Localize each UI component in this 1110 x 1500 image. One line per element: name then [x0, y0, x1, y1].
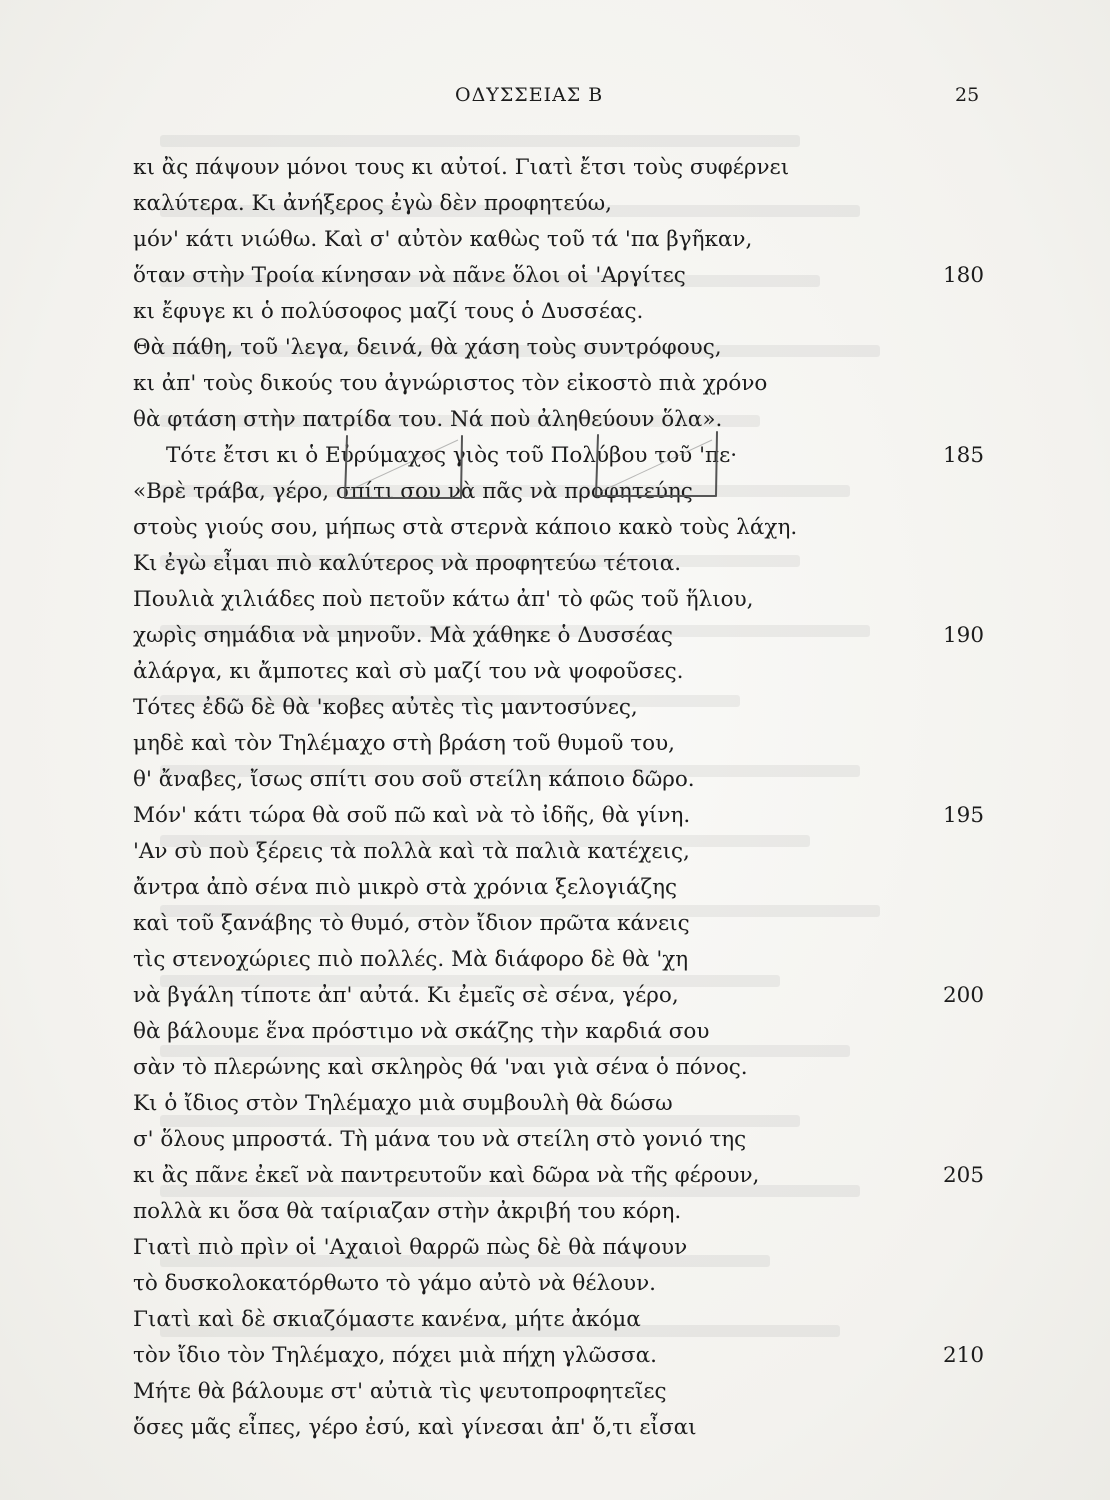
verse-block: [0, 150, 1110, 1440]
verse-line: [0, 870, 1110, 906]
verse-line: [0, 438, 1110, 474]
line-number: 190: [943, 623, 985, 648]
line-number: 195: [943, 803, 985, 828]
verse-text: Θὰ πάθη, τοῦ 'λεγα, δεινά, θὰ χάση τοὺς συντρόφους,: [133, 335, 722, 360]
verse-line: [0, 510, 1110, 546]
verse-line: [0, 654, 1110, 690]
verse-text: ἄντρα ἀπὸ σένα πιὸ μικρὸ στὰ χρόνια ξελογιάζης: [133, 875, 678, 900]
verse-line: [0, 258, 1110, 294]
verse-text: 'Αν σὺ ποὺ ξέρεις τὰ πολλὰ καὶ τὰ παλιὰ κατέχεις,: [133, 839, 690, 864]
verse-text: ἀλάργα, κι ἄμποτες καὶ σὺ μαζί του νὰ ψοφοῦσες.: [133, 659, 684, 684]
verse-text: τὶς στενοχώριες πιὸ πολλές. Μὰ διάφορο δὲ θὰ 'χη: [133, 947, 689, 972]
verse-line: [0, 474, 1110, 510]
verse-line: [0, 150, 1110, 186]
verse-text: τὸ δυσκολοκατόρθωτο τὸ γάμο αὐτὸ νὰ θέλουν.: [133, 1271, 657, 1296]
verse-text: θ' ἄναβες, ἴσως σπίτι σου σοῦ στείλη κάποιο δῶρο.: [133, 767, 695, 792]
verse-line: [0, 906, 1110, 942]
verse-text: νὰ βγάλη τίποτε ἀπ' αὐτά. Κι ἐμεῖς σὲ σένα, γέρο,: [133, 983, 679, 1008]
verse-text: ὅσες μᾶς εἶπες, γέρο ἐσύ, καὶ γίνεσαι ἀπ' ὅ,τι εἶσαι: [133, 1415, 697, 1440]
verse-line: [0, 834, 1110, 870]
verse-line: [0, 294, 1110, 330]
verse-text: πολλὰ κι ὅσα θὰ ταίριαζαν στὴν ἀκριβή του κόρη.: [133, 1199, 682, 1224]
verse-text: «Βρὲ τράβα, γέρο, σπίτι σου νὰ πᾶς νὰ προφητεύης: [133, 479, 693, 504]
verse-line: [0, 1050, 1110, 1086]
verse-text: χωρὶς σημάδια νὰ μηνοῦν. Μὰ χάθηκε ὁ Δυσσέας: [133, 623, 673, 648]
line-number: 200: [943, 983, 985, 1008]
verse-line: [0, 1086, 1110, 1122]
line-number: 205: [943, 1163, 985, 1188]
verse-text: σ' ὅλους μπροστά. Τὴ μάνα του νὰ στείλη στὸ γονιό της: [133, 1127, 747, 1152]
verse-line: [0, 402, 1110, 438]
running-head: ΟΔΥΣΣΕΙΑΣ Β: [455, 84, 604, 106]
verse-text: Γιατὶ πιὸ πρὶν οἱ 'Αχαιοὶ θαρρῶ πὼς δὲ θὰ πάψουν: [133, 1235, 688, 1260]
verse-text: κι ἂς πάψουν μόνοι τους κι αὐτοί. Γιατὶ ἔτσι τοὺς συφέρνει: [133, 155, 790, 180]
line-number: 210: [943, 1343, 985, 1368]
verse-line: [0, 1338, 1110, 1374]
verse-text: θὰ βάλουμε ἕνα πρόστιμο νὰ σκάζης τὴν καρδιά σου: [133, 1019, 710, 1044]
verse-line: [0, 1014, 1110, 1050]
verse-line: [0, 582, 1110, 618]
verse-text: Τότες ἐδῶ δὲ θὰ 'κοβες αὐτὲς τὶς μαντοσύνες,: [133, 695, 638, 720]
verse-text: μόν' κάτι νιώθω. Καὶ σ' αὐτὸν καθὼς τοῦ τά 'πα βγῆκαν,: [133, 227, 753, 252]
verse-line: [0, 942, 1110, 978]
verse-line: [0, 546, 1110, 582]
verse-line: [0, 1410, 1110, 1446]
verse-text: κι ἂς πᾶνε ἐκεῖ νὰ παντρευτοῦν καὶ δῶρα νὰ τῆς φέρουν,: [133, 1163, 760, 1188]
verse-text: Μήτε θὰ βάλουμε στ' αὐτιὰ τὶς ψευτοπροφητεῖες: [133, 1379, 667, 1404]
verse-text: κι ἀπ' τοὺς δικούς του ἀγνώριστος τὸν εἰκοστὸ πιὰ χρόνο: [133, 371, 768, 396]
verse-line: [0, 330, 1110, 366]
verse-text: τὸν ἴδιο τὸν Τηλέμαχο, πόχει μιὰ πήχη γλῶσσα.: [133, 1343, 657, 1368]
verse-line: [0, 762, 1110, 798]
verse-text: Τότε ἔτσι κι ὁ Εὐρύμαχος γιὸς τοῦ Πολύβου τοῦ 'πε·: [166, 443, 738, 468]
verse-line: [0, 690, 1110, 726]
line-number: 185: [943, 443, 985, 468]
verse-text: κι ἔφυγε κι ὁ πολύσοφος μαζί τους ὁ Δυσσέας.: [133, 299, 644, 324]
verse-line: [0, 366, 1110, 402]
verse-line: [0, 1302, 1110, 1338]
verse-line: [0, 1194, 1110, 1230]
verse-text: Κι ἐγὼ εἶμαι πιὸ καλύτερος νὰ προφητεύω τέτοια.: [133, 551, 682, 576]
verse-text: στοὺς γιούς σου, μήπως στὰ στερνὰ κάποιο κακὸ τοὺς λάχη.: [133, 515, 798, 540]
verse-text: καλύτερα. Κι ἀνήξερος ἐγὼ δὲν προφητεύω,: [133, 191, 613, 216]
verse-line: [0, 1158, 1110, 1194]
verse-line: [0, 1230, 1110, 1266]
verse-line: [0, 798, 1110, 834]
verse-line: [0, 222, 1110, 258]
verse-line: [0, 186, 1110, 222]
page-number: 25: [955, 84, 980, 106]
verse-text: ὅταν στὴν Τροία κίνησαν νὰ πᾶνε ὅλοι οἱ 'Αργίτες: [133, 263, 686, 288]
verse-line: [0, 726, 1110, 762]
verse-line: [0, 1266, 1110, 1302]
verse-line: [0, 1374, 1110, 1410]
verse-line: [0, 978, 1110, 1014]
verse-text: σὰν τὸ πλερώνης καὶ σκληρὸς θά 'ναι γιὰ σένα ὁ πόνος.: [133, 1055, 748, 1080]
line-number: 180: [943, 263, 985, 288]
verse-text: καὶ τοῦ ξανάβης τὸ θυμό, στὸν ἴδιον πρῶτα κάνεις: [133, 911, 690, 936]
verse-text: Κι ὁ ἴδιος στὸν Τηλέμαχο μιὰ συμβουλὴ θὰ δώσω: [133, 1091, 673, 1116]
verse-line: [0, 618, 1110, 654]
verse-text: θὰ φτάση στὴν πατρίδα του. Νά ποὺ ἀληθεύουν ὅλα».: [133, 407, 723, 432]
verse-text: Πουλιὰ χιλιάδες ποὺ πετοῦν κάτω ἀπ' τὸ φῶς τοῦ ἥλιου,: [133, 587, 754, 612]
page-header: [0, 84, 1110, 114]
verse-text: μηδὲ καὶ τὸν Τηλέμαχο στὴ βράση τοῦ θυμοῦ του,: [133, 731, 676, 756]
verse-line: [0, 1122, 1110, 1158]
verse-text: Μόν' κάτι τώρα θὰ σοῦ πῶ καὶ νὰ τὸ ἰδῆς, θὰ γίνη.: [133, 803, 691, 828]
verse-text: Γιατὶ καὶ δὲ σκιαζόμαστε κανένα, μήτε ἀκόμα: [133, 1307, 641, 1332]
